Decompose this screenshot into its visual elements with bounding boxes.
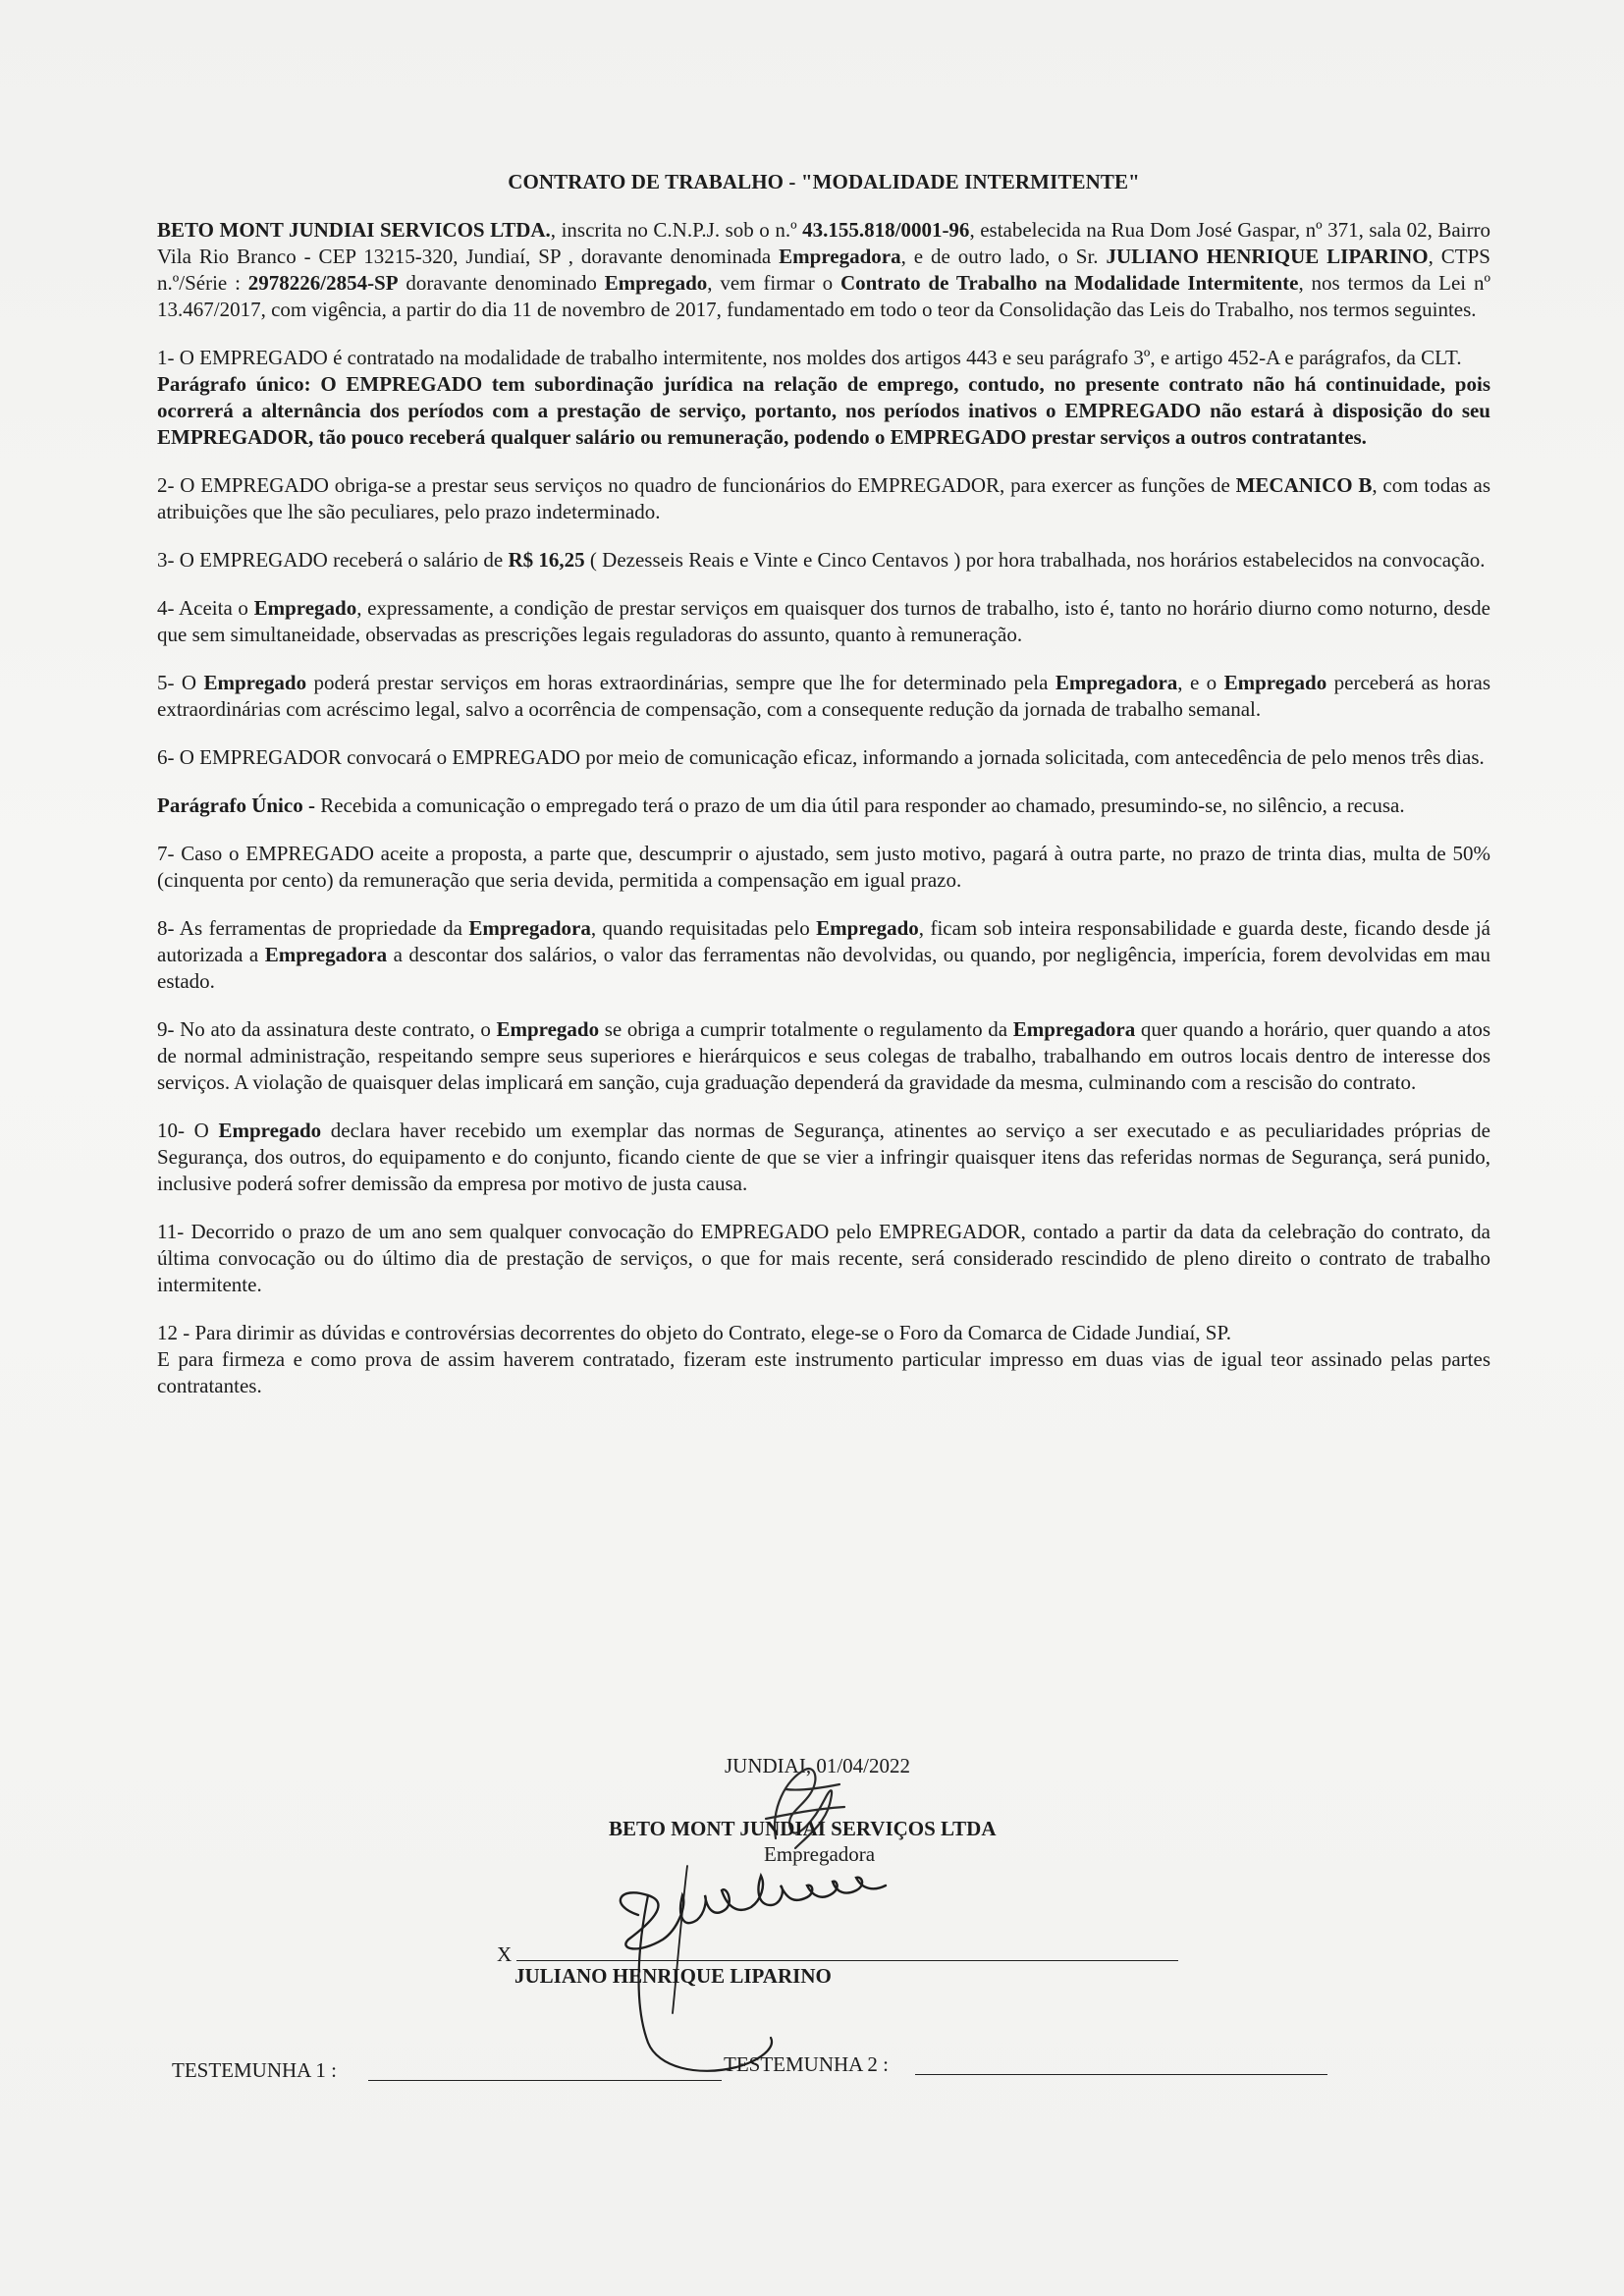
clause-3: 3- O EMPREGADO receberá o salário de R$ 16,25 ( Dezesseis Reais e Vinte e Cinco Centavos ) por hora trabalhada, nos horários estabelecidos na convocação. xyxy=(157,548,1486,572)
employer-signature xyxy=(746,1760,864,1858)
company-name: BETO MONT JUNDIAI SERVICOS LTDA. xyxy=(157,218,551,242)
clause-1: 1- O EMPREGADO é contratado na modalidade de trabalho intermitente, nos moldes dos artigos 443 e seu parágrafo 3º, e artigo 452-A e parágrafos, da CLT. Parágrafo único: O EMPREGADO tem subordinação jurídica na relação de emprego, contudo, no presente contrato não há continuidade, pois ocorrerá a alternância dos períodos com a prestação de serviço, portanto, nos períodos inativos o EMPREGADO não estará à disposição do seu EMPREGADOR, tão pouco receberá qualquer salário ou remuneração, podendo o EMPREGADO prestar serviços a outros contratantes. xyxy=(157,346,1490,449)
clause-4: 4- Aceita o Empregado, expressamente, a condição de prestar serviços em quaisquer dos turnos de trabalho, isto é, tanto no horário diurno como noturno, desde que sem simultaneidade, observadas as prescrições legais reguladoras do assunto, quanto à remuneração. xyxy=(157,596,1490,646)
witness-2-line xyxy=(915,2074,1327,2075)
employee-signature xyxy=(579,1846,992,2102)
witness-2-label: TESTEMUNHA 2 : xyxy=(724,2052,889,2076)
clause-7: 7- Caso o EMPREGADO aceite a proposta, a parte que, descumprir o ajustado, sem justo motivo, pagará à outra parte, no prazo de trinta dias, multa de 50% (cinquenta por cento) da remuneração que seria devida, permitida a compensação em igual prazo. xyxy=(157,842,1490,892)
clause-2: 2- O EMPREGADO obriga-se a prestar seus serviços no quadro de funcionários do EMPREGADOR, para exercer as funções de MECANICO B, com todas as atribuições que lhe são peculiares, pelo prazo indeterminado. xyxy=(157,473,1491,523)
witness-1-label: TESTEMUNHA 1 : xyxy=(172,2058,337,2082)
employee-name-label: JULIANO HENRIQUE LIPARINO xyxy=(514,1964,832,1988)
cnpj-number: 43.155.818/0001-96 xyxy=(802,218,970,242)
clause-8: 8- As ferramentas de propriedade da Empregadora, quando requisitadas pelo Empregado, ficam sob inteira responsabilidade e guarda deste, ficando desde já autorizada a Empregadora a descontar dos salários, o valor das ferramentas não devolvidas, ou quando, por negligência, imperícia, forem devolvidas em mau estado. xyxy=(157,916,1490,993)
closing-statement: E para firmeza e como prova de assim haverem contratado, fizeram este instrumento particular impresso em duas vias de igual teor assinado pelas partes contratantes. xyxy=(157,1347,1490,1397)
ctps-number: 2978226/2854-SP xyxy=(247,271,399,295)
clause-6: 6- O EMPREGADOR convocará o EMPREGADO por meio de comunicação eficaz, informando a jornada solicitada, com antecedência de pelo menos três dias. xyxy=(157,745,1485,769)
place-date: JUNDIAI, 01/04/2022 xyxy=(725,1754,910,1777)
intro-paragraph: BETO MONT JUNDIAI SERVICOS LTDA., inscrita no C.N.P.J. sob o n.º 43.155.818/0001-96, estabelecida na Rua Dom José Gaspar, nº 371, sala 02, Bairro Vila Rio Branco - CEP 13215-320, Jundiaí, SP , doravante denominada Empregadora, e de outro lado, o Sr. JULIANO HENRIQUE LIPARINO, CTPS n.º/Série : 2978226/2854-SP doravante denominado Empregado, vem firmar o Contrato de Trabalho na Modalidade Intermitente, nos termos da Lei nº 13.467/2017, com vigência, a partir do dia 11 de novembro de 2017, fundamentado em todo o teor da Consolidação das Leis do Trabalho, nos termos seguintes. xyxy=(157,218,1490,321)
paragraph-label: Parágrafo Único - xyxy=(157,793,315,817)
hourly-salary: R$ 16,25 xyxy=(508,548,585,572)
employer-role: Empregadora xyxy=(764,1842,876,1866)
contract-body xyxy=(157,169,1490,1399)
employee-name: JULIANO HENRIQUE LIPARINO xyxy=(1106,245,1429,268)
employee-signature-line xyxy=(516,1960,1178,1961)
clause-6-paragraph: Parágrafo Único - Recebida a comunicação o empregado terá o prazo de um dia útil para responder ao chamado, presumindo-se, no silêncio, a recusa. xyxy=(157,793,1405,817)
x-mark: X xyxy=(497,1942,513,1966)
document-title: CONTRATO DE TRABALHO - "MODALIDADE INTERMITENTE" xyxy=(508,170,1140,193)
job-role: MECANICO B xyxy=(1235,473,1373,497)
clause-5: 5- O Empregado poderá prestar serviços em horas extraordinárias, sempre que lhe for determinado pela Empregadora, e o Empregado perceberá as horas extraordinárias com acréscimo legal, salvo a ocorrência de compensação, com a consequente redução da jornada de trabalho semanal. xyxy=(157,671,1491,721)
employer-name: BETO MONT JUNDIAI SERVIÇOS LTDA xyxy=(609,1817,997,1840)
clause-11: 11- Decorrido o prazo de um ano sem qualquer convocação do EMPREGADO pelo EMPREGADOR, contado a partir da data da celebração do contrato, da última convocação ou do último dia de prestação de serviços, o que for mais recente, será considerado rescindido de pleno direito o contrato de trabalho intermitente. xyxy=(157,1220,1490,1296)
contract-name: Contrato de Trabalho na Modalidade Intermitente xyxy=(839,271,1299,295)
paragraph-label: Parágrafo único: xyxy=(157,372,311,396)
clause-10: 10- O Empregado declara haver recebido um exemplar das normas de Segurança, atinentes ao serviço a ser executado e as peculiaridades próprias de Segurança, dos outros, do equipamento e do conjunto, ficando ciente de que se vier a infringir quaisquer itens das referidas normas de Segurança, será punido, inclusive poderá sofrer demissão da empresa por motivo de justa causa. xyxy=(157,1119,1490,1195)
witness-1-line xyxy=(368,2080,722,2081)
clause-9: 9- No ato da assinatura deste contrato, o Empregado se obriga a cumprir totalmente o regulamento da Empregadora quer quando a horário, quer quando a atos de normal administração, respeitando sempre seus superiores e hierárquicos e seus colegas de trabalho, trabalhando em outros locais dentro de interesse dos serviços. A violação de quaisquer delas implicará em sanção, cuja graduação dependerá da gravidade da mesma, culminando com a rescisão do contrato. xyxy=(157,1017,1490,1094)
clause-12: 12 - Para dirimir as dúvidas e controvérsias decorrentes do objeto do Contrato, elege-se o Foro da Comarca de Cidade Jundiaí, SP. E para firmeza e como prova de assim haverem contratado, fizeram este instrumento particular impresso em duas vias de igual teor assinado pelas partes contratantes. xyxy=(157,1321,1490,1397)
